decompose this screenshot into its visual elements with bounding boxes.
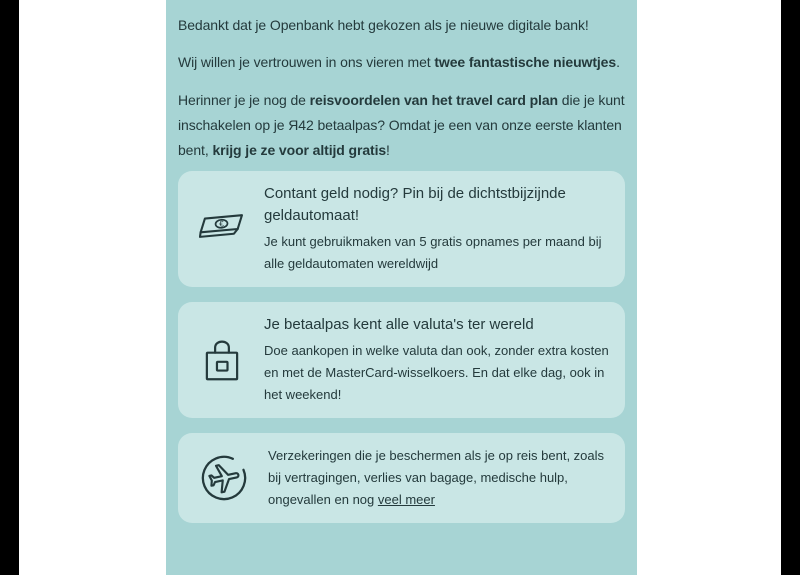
benefit-card-currency [178, 302, 625, 418]
card-body: Verzekeringen die je beschermen als je op reis bent, zoals bij vertragingen, verlies van bagage, medische hulp, ongevallen en nog veel meer [268, 448, 605, 507]
cash-euro-icon [198, 210, 246, 248]
intro-paragraph-2: Wij willen je vertrouwen in ons vieren met twee fantastische nieuwtjes. [178, 54, 620, 70]
card-title: Je betaalpas kent alle valuta's ter wereld [264, 316, 534, 333]
svg-text:€: € [218, 219, 225, 229]
card-body: Doe aankopen in welke valuta dan ook, zonder extra kosten en met de MasterCard-wisselkoers. En dat elke dag, ook in het weekend! [264, 343, 609, 402]
card-text-block [264, 314, 609, 406]
email-body-panel [166, 0, 637, 575]
left-letterbox-bar [0, 0, 19, 575]
card-body: Je kunt gebruikmaken van 5 gratis opnames per maand bij alle geldautomaten wereldwijd [264, 234, 602, 271]
card-text-block [268, 445, 609, 511]
intro-paragraph-3: Herinner je je nog de reisvoordelen van het travel card plan die je kunt inschakelen op je Я42 betaalpas? Omdat je een van onze eerste klanten bent, krijg je ze voor altijd gratis! [178, 92, 625, 158]
benefit-card-list [178, 171, 625, 523]
benefit-card-cash [178, 171, 625, 287]
right-letterbox-bar [781, 0, 800, 575]
shopping-bag-icon [198, 333, 246, 387]
airplane-circle-icon [198, 452, 250, 504]
card-title: Contant geld nodig? Pin bij de dichtstbijzijnde geldautomaat! [264, 185, 566, 224]
intro-paragraph-1: Bedankt dat je Openbank hebt gekozen als je nieuwe digitale bank! [178, 17, 589, 33]
veel-meer-link[interactable]: veel meer [377, 492, 435, 507]
benefit-card-insurance [178, 433, 625, 523]
card-text-block [264, 183, 609, 275]
